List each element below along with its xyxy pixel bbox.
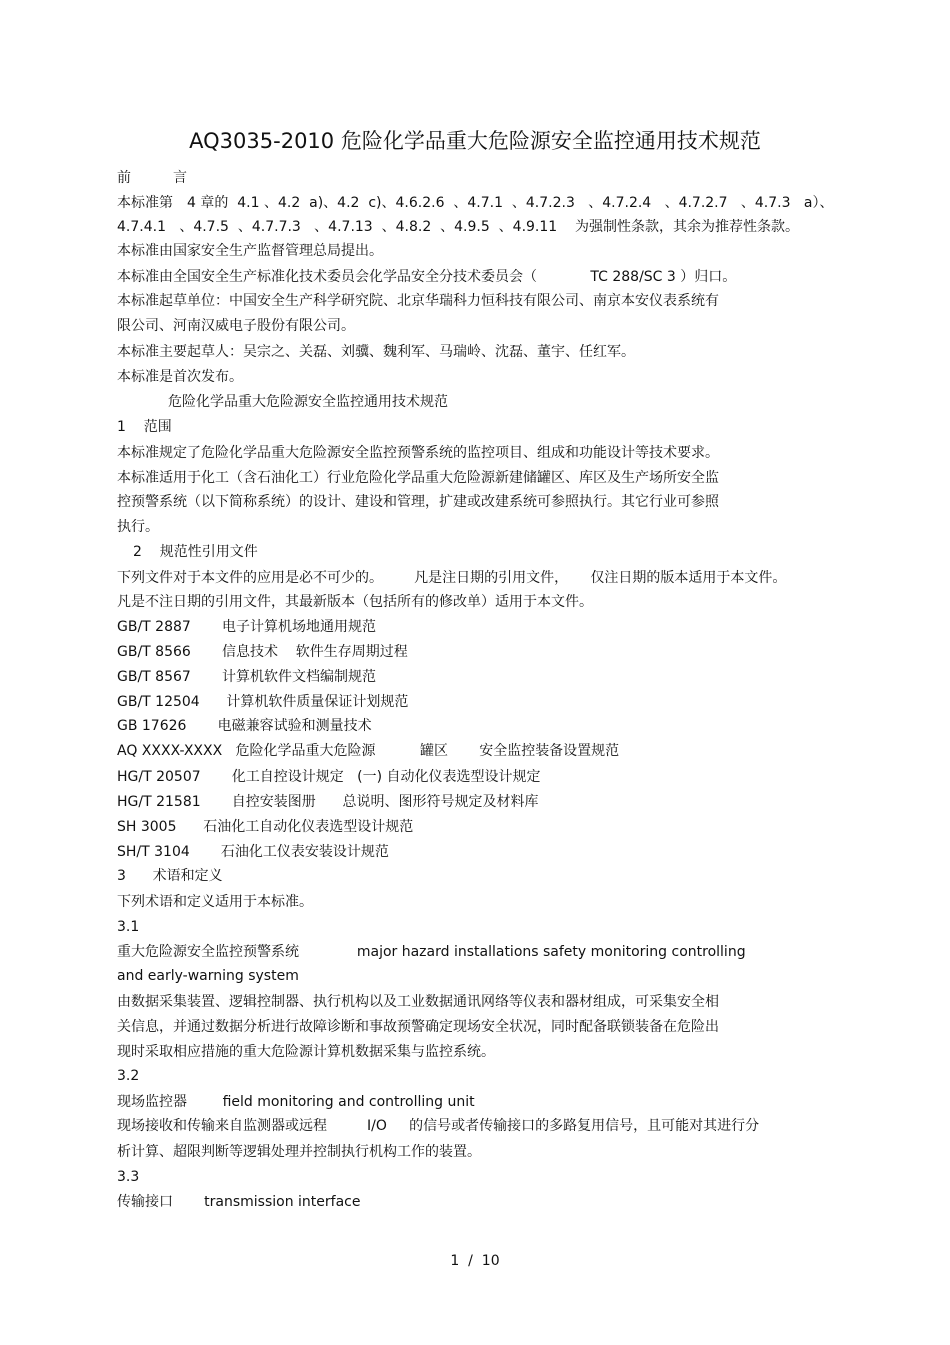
text-line: 现时采取相应措施的重大危险源计算机数据采集与监控系统。 xyxy=(117,1044,495,1060)
text-line: GB/T 12504 计算机软件质量保证计划规范 xyxy=(117,694,409,710)
text-line: 3.2 xyxy=(117,1068,140,1084)
text-line: 本标准规定了危险化学品重大危险源安全监控预警系统的监控项目、组成和功能设计等技术要求。 xyxy=(117,445,719,461)
text-line: 3 术语和定义 xyxy=(117,868,223,884)
text-line: 传输接口 transmission interface xyxy=(117,1194,361,1210)
text-line: 下列文件对于本文件的应用是必不可少的。 凡是注日期的引用文件， 仅注日期的版本适用于本文件。 xyxy=(117,570,787,586)
text-line: and early-warning system xyxy=(117,968,299,984)
text-line: 1 范围 xyxy=(117,419,172,435)
text-line: 关信息，并通过数据分析进行故障诊断和事故预警确定现场安全状况，同时配备联锁装备在危险出 xyxy=(117,1019,719,1035)
text-line: GB 17626 电磁兼容试验和测量技术 xyxy=(117,718,372,734)
text-line: HG/T 21581 自控安装图册 总说明、图形符号规定及材料库 xyxy=(117,794,539,810)
text-line: GB/T 2887 电子计算机场地通用规范 xyxy=(117,619,376,635)
text-line: AQ XXXX-XXXX 危险化学品重大危险源 罐区 安全监控装备设置规范 xyxy=(117,743,620,759)
text-line: 前 言 xyxy=(117,170,187,186)
text-line: 凡是不注日期的引用文件，其最新版本（包括所有的修改单）适用于本文件。 xyxy=(117,594,593,610)
text-line: 本标准主要起草人：吴宗之、关磊、刘骥、魏利军、马瑞岭、沈磊、董宇、任红军。 xyxy=(117,344,635,360)
text-line: 现场接收和传输来自监测器或远程 I/O 的信号或者传输接口的多路复用信号，且可能对其进行分 xyxy=(117,1118,760,1134)
text-line: 4.7.4.1 、4.7.5 、4.7.7.3 、4.7.13 、4.8.2 、4.9.5 、4.9.11 为强制性条款，其余为推荐性条款。 xyxy=(117,219,799,235)
text-line: 下列术语和定义适用于本标准。 xyxy=(117,894,313,910)
text-line: 重大危险源安全监控预警系统 major hazard installations safety monitoring controlling xyxy=(117,944,746,960)
text-line: GB/T 8566 信息技术 软件生存周期过程 xyxy=(117,644,408,660)
text-line: 2 规范性引用文件 xyxy=(133,544,258,560)
text-line: 本标准第 4 章的 4.1 、4.2 a)、4.2 c)、4.6.2.6 、4.7.1 、4.7.2.3 、4.7.2.4 、4.7.2.7 、4.7.3 a）、 xyxy=(117,195,834,211)
page-number: 1 / 10 xyxy=(450,1253,500,1269)
text-line: 现场监控器 field monitoring and controlling unit xyxy=(117,1094,475,1110)
text-line: 限公司、河南汉威电子股份有限公司。 xyxy=(117,318,355,334)
text-line: GB/T 8567 计算机软件文档编制规范 xyxy=(117,669,376,685)
text-line: 控预警系统（以下简称系统）的设计、建设和管理，扩建或改建系统可参照执行。其它行业可参照 xyxy=(117,494,719,510)
text-line: 由数据采集装置、逻辑控制器、执行机构以及工业数据通讯网络等仪表和器材组成，可采集安全相 xyxy=(117,994,719,1010)
text-line: 析计算、超限判断等逻辑处理并控制执行机构工作的装置。 xyxy=(117,1144,481,1160)
text-line: HG/T 20507 化工自控设计规定 (一) 自动化仪表选型设计规定 xyxy=(117,769,541,785)
text-line: 3.3 xyxy=(117,1169,140,1185)
text-line: SH 3005 石油化工自动化仪表选型设计规范 xyxy=(117,819,414,835)
text-line: SH/T 3104 石油化工仪表安装设计规范 xyxy=(117,844,389,860)
text-line: 本标准由全国安全生产标准化技术委员会化学品安全分技术委员会（ TC 288/SC 3 ）归口。 xyxy=(117,269,737,285)
text-line: 3.1 xyxy=(117,919,140,935)
text-line: 本标准适用于化工（含石油化工）行业危险化学品重大危险源新建储罐区、库区及生产场所安全监 xyxy=(117,470,719,486)
text-line: 本标准起草单位：中国安全生产科学研究院、北京华瑞科力恒科技有限公司、南京本安仪表系统有 xyxy=(117,293,719,309)
text-line: 本标准由国家安全生产监督管理总局提出。 xyxy=(117,243,383,259)
text-line: 执行。 xyxy=(117,519,159,535)
page-title: AQ3035-2010 危险化学品重大危险源安全监控通用技术规范 xyxy=(189,129,761,153)
text-line: 本标准是首次发布。 xyxy=(117,369,243,385)
text-line: 危险化学品重大危险源安全监控通用技术规范 xyxy=(168,394,448,410)
